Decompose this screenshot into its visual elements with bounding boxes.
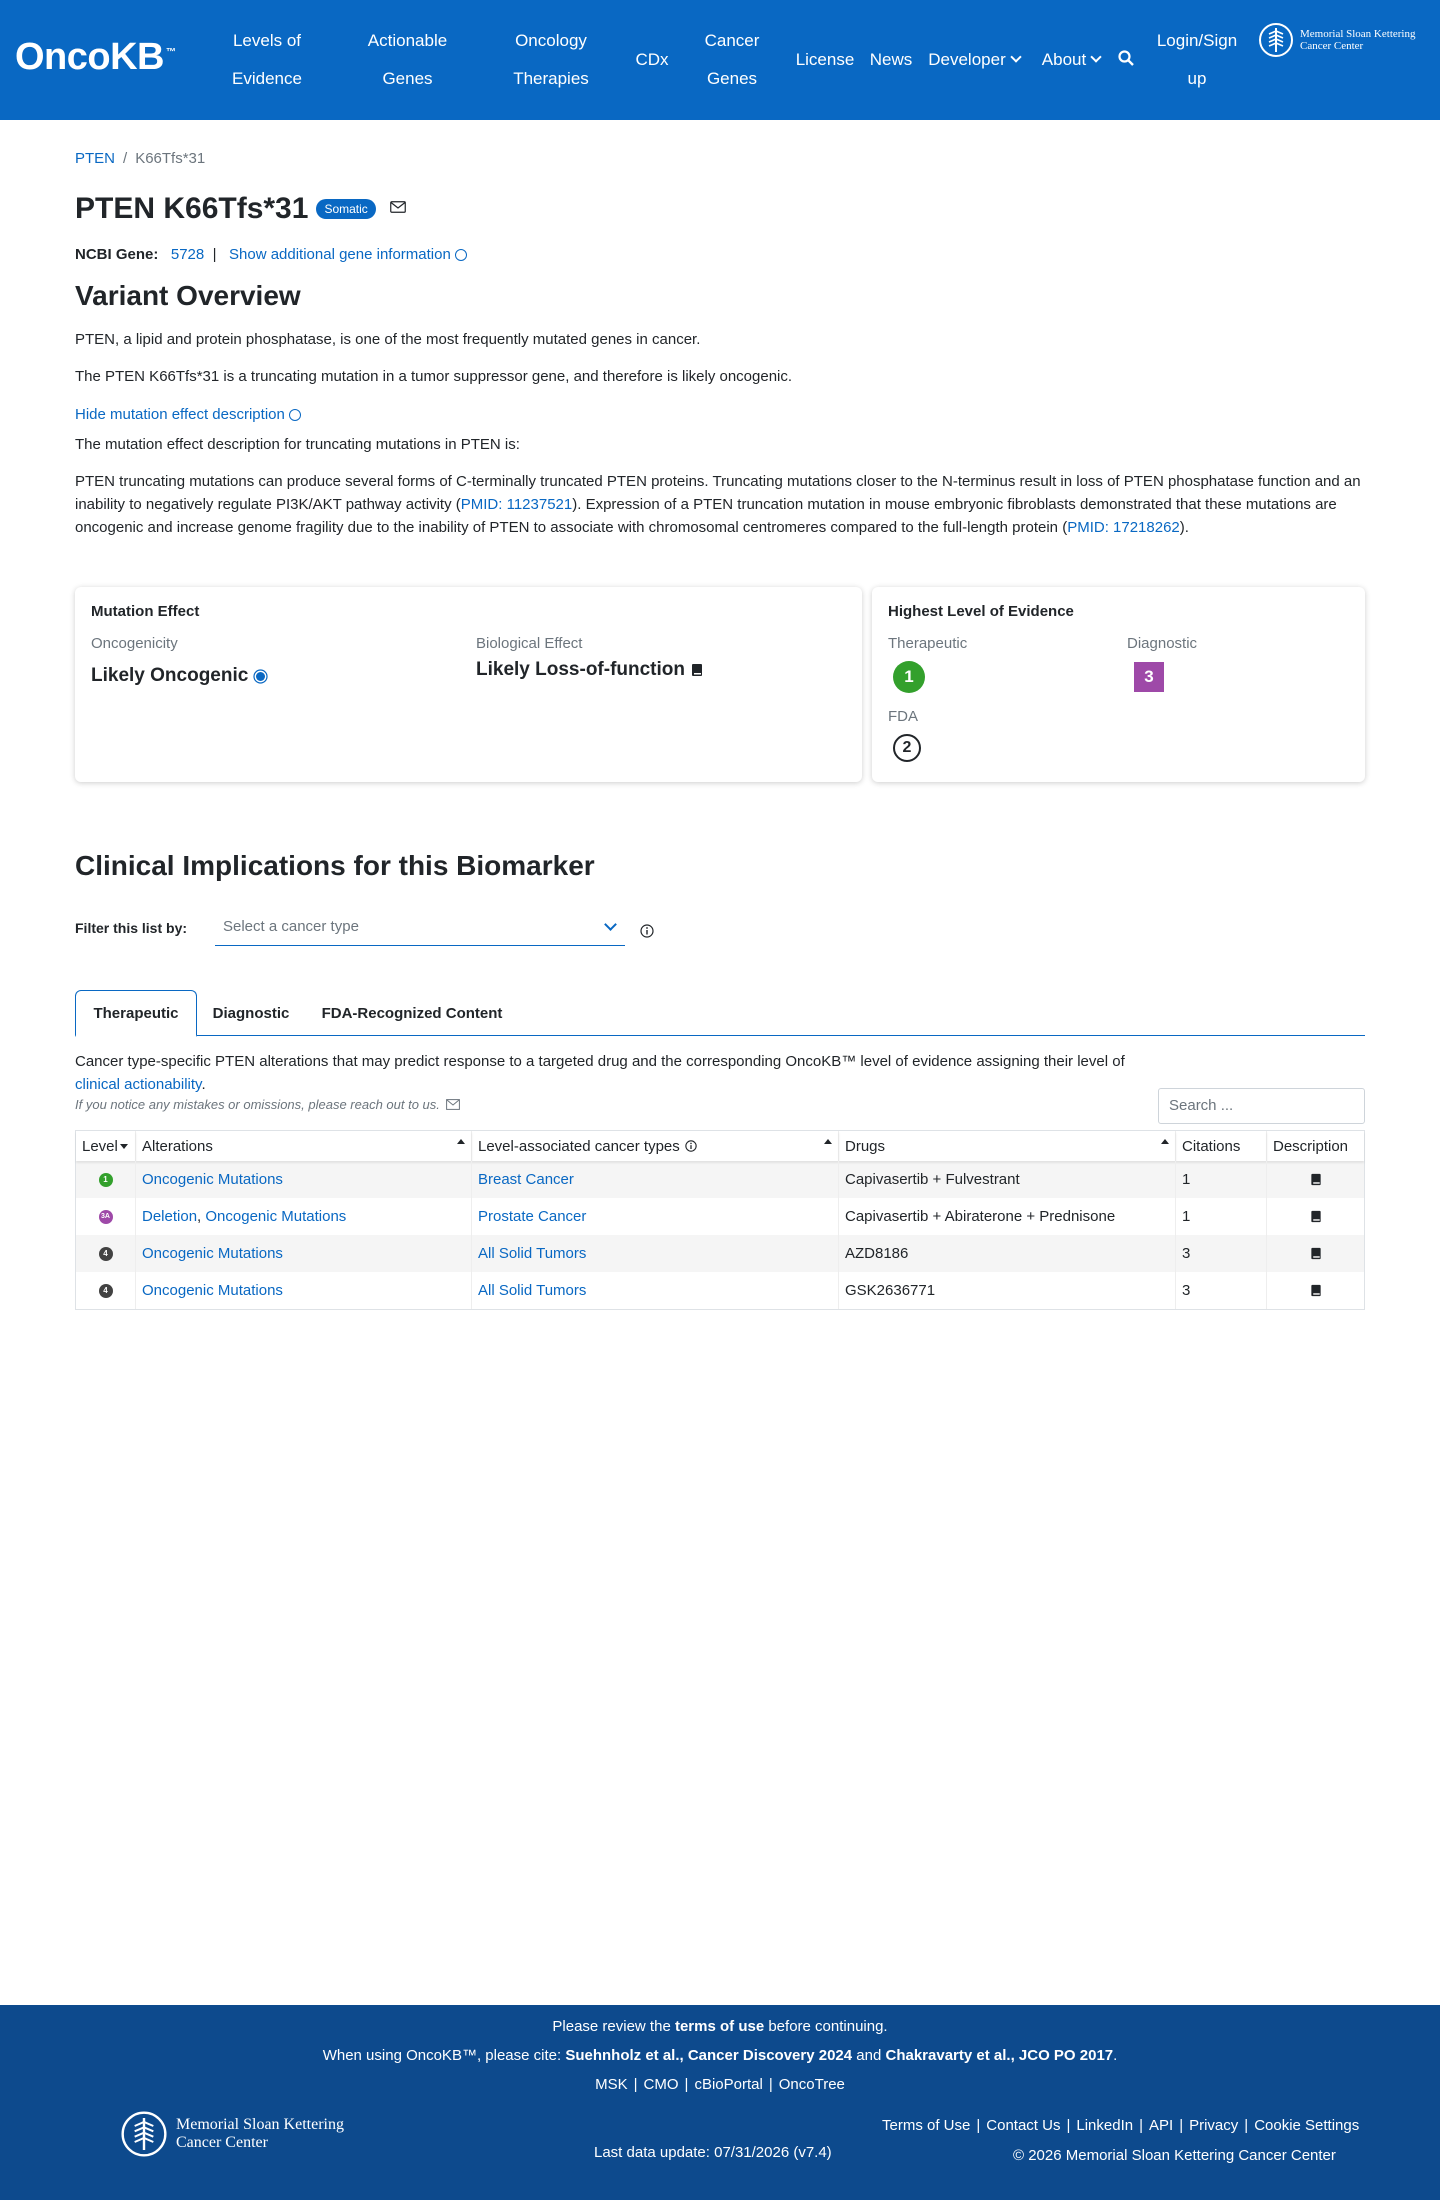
last-data-update: Last data update: 07/31/2026 (v7.4)	[594, 2144, 832, 2161]
alteration-link[interactable]: Oncogenic Mutations	[205, 1208, 347, 1225]
drugs-cell: Capivasertib + Abiraterone + Prednisone	[839, 1198, 1176, 1235]
nav-label: Actionable Genes	[367, 31, 448, 88]
logo-text: OncoKB	[15, 36, 164, 78]
ncbi-gene-link[interactable]: 5728	[170, 246, 205, 263]
description-cell	[1267, 1235, 1364, 1272]
column-header-drugs[interactable]	[839, 1131, 1176, 1161]
cancer-type-cell	[472, 1272, 839, 1309]
tab-fda-recognized-content[interactable]: FDA-Recognized Content	[321, 1004, 503, 1022]
mutation-effect-card	[75, 587, 862, 782]
separator: |	[1066, 2117, 1071, 2134]
msk-name-line2: Cancer Center	[176, 2134, 268, 2151]
level-badge[interactable]: 3A	[99, 1210, 113, 1224]
table-header-row	[76, 1131, 1364, 1161]
select-placeholder: Select a cancer type	[223, 918, 359, 935]
fda-level-badge[interactable]: 2	[893, 734, 921, 762]
nav-label: Developer	[928, 50, 1006, 69]
api-link[interactable]: API	[1149, 2117, 1174, 2134]
clinical-tabs	[75, 990, 1365, 1036]
drugs-cell: AZD8186	[839, 1235, 1176, 1272]
clinical-implications-title: Clinical Implications for this Biomarker	[75, 850, 595, 881]
msk-name-line2: Cancer Center	[1300, 40, 1364, 52]
alteration-link[interactable]: Oncogenic Mutations	[142, 1282, 283, 1299]
msk-name-line1: Memorial Sloan Kettering	[1300, 28, 1416, 40]
cancer-type-cell	[472, 1235, 839, 1272]
alteration-link[interactable]: Oncogenic Mutations	[142, 1245, 283, 1262]
footer-text: and	[852, 2047, 886, 2064]
cookie-settings-link[interactable]: Cookie Settings	[1254, 2117, 1360, 2134]
terms-of-use-link[interactable]: Terms of Use	[882, 2117, 971, 2134]
footer-text: before continuing.	[764, 2018, 888, 2035]
book-icon[interactable]	[1310, 1210, 1322, 1223]
column-header-description	[1267, 1131, 1364, 1161]
nav-label: About	[1041, 50, 1087, 69]
book-icon[interactable]	[1310, 1173, 1322, 1186]
nav-about[interactable]	[1036, 0, 1106, 120]
level-badge[interactable]: 4	[99, 1284, 113, 1298]
mistakes-text: If you notice any mistakes or omissions, please reach out to us.	[75, 1097, 440, 1112]
nav-oncology-therapies[interactable]	[505, 0, 597, 120]
info-icon[interactable]	[640, 924, 654, 938]
nav-cdx[interactable]	[630, 0, 674, 120]
footer-msk-logo[interactable]	[120, 2110, 344, 2158]
ncbi-gene-line	[75, 246, 467, 263]
description-text: .	[201, 1076, 206, 1093]
cancer-type-cell	[472, 1198, 839, 1235]
nav-label: CDx	[635, 50, 669, 69]
sort-up-icon	[824, 1139, 832, 1144]
tab-therapeutic[interactable]: Therapeutic	[75, 990, 197, 1037]
book-icon[interactable]	[691, 663, 703, 677]
info-icon[interactable]	[685, 1140, 697, 1152]
description-cell	[1267, 1198, 1364, 1235]
breadcrumb	[75, 150, 205, 167]
column-header-level[interactable]	[76, 1131, 136, 1161]
description-text: ).	[1179, 519, 1189, 536]
breadcrumb-separator: /	[123, 150, 128, 167]
table-row	[76, 1161, 1364, 1198]
hide-mutation-effect-toggle[interactable]	[75, 403, 1365, 426]
nav-levels-of-evidence[interactable]	[222, 0, 312, 120]
citation-link[interactable]: Chakravarty et al., JCO PO 2017	[885, 2047, 1114, 2064]
citations-cell: 3	[1176, 1235, 1267, 1272]
separator: |	[976, 2117, 981, 2134]
chevron-up-circle-icon	[289, 409, 301, 421]
oncogenicity-text: Likely Oncogenic	[91, 665, 249, 686]
column-header-cancer-types[interactable]	[472, 1131, 839, 1161]
envelope-icon[interactable]	[446, 1099, 460, 1110]
description-text: PTEN truncating mutations can produce several forms of C-terminally truncated PTEN proteins. Truncating mutations closer to the N-terminus result in loss of PTEN phosphatase function and an inability to negatively regulate PI3K/AKT pathway activity (	[75, 473, 1361, 513]
nav-developer[interactable]	[925, 0, 1023, 120]
nav-label: License	[795, 50, 855, 69]
mutation-effect-title: Mutation Effect	[91, 603, 200, 620]
citation-notice	[0, 2047, 1440, 2064]
sort-up-icon	[1161, 1139, 1169, 1144]
nav-cancer-genes[interactable]	[700, 0, 764, 120]
biological-effect-value	[476, 659, 703, 681]
alterations-cell	[136, 1161, 472, 1198]
nav-label: Oncology Therapies	[513, 31, 589, 88]
logo-tm: ™	[166, 47, 176, 59]
terms-of-use-link[interactable]: terms of use	[674, 2018, 765, 2035]
cancer-type-link[interactable]: All Solid Tumors	[478, 1245, 587, 1262]
terms-notice	[0, 2018, 1440, 2035]
therapeutic-table	[75, 1130, 1365, 1310]
variant-overview-title: Variant Overview	[75, 280, 301, 311]
separator: |	[1244, 2117, 1249, 2134]
overview-summary-variant: The PTEN K66Tfs*31 is a truncating mutation in a tumor suppressor gene, and therefore is likely oncogenic.	[75, 368, 793, 385]
pmid-link[interactable]: PMID: 11237521	[460, 496, 573, 513]
separator: |	[212, 246, 217, 263]
nav-license[interactable]	[790, 0, 860, 120]
column-header-alterations[interactable]	[136, 1131, 472, 1161]
filter-label: Filter this list by:	[75, 920, 188, 936]
drugs-cell: Capivasertib + Fulvestrant	[839, 1161, 1176, 1198]
somatic-badge: Somatic	[316, 199, 375, 219]
page-title: PTEN K66Tfs*31	[75, 192, 309, 225]
clinical-actionability-link[interactable]: clinical actionability	[75, 1076, 202, 1093]
oncogenicity-label: Oncogenicity	[91, 635, 178, 652]
citations-cell: 1	[1176, 1198, 1267, 1235]
cancer-type-link[interactable]: Breast Cancer	[478, 1171, 574, 1188]
table-row	[76, 1198, 1364, 1235]
login-signup-link[interactable]	[1148, 0, 1246, 120]
header-label: Level	[82, 1137, 118, 1155]
separator: |	[1179, 2117, 1184, 2134]
alterations-cell	[136, 1198, 472, 1235]
envelope-icon[interactable]	[390, 200, 406, 218]
alterations-cell	[136, 1235, 472, 1272]
footer-text: When using OncoKB™, please cite:	[322, 2047, 566, 2064]
breadcrumb-variant: K66Tfs*31	[135, 150, 206, 167]
nav-label: Cancer Genes	[704, 31, 760, 88]
top-navbar	[0, 0, 1440, 120]
cancer-type-cell	[472, 1161, 839, 1198]
msk-emblem-icon	[120, 2110, 168, 2158]
header-label: Level-associated cancer types	[478, 1137, 680, 1155]
cancer-type-select[interactable]	[215, 912, 625, 946]
highest-level-card	[872, 587, 1365, 782]
diagnostic-level-badge[interactable]: 3	[1134, 662, 1164, 692]
nav-label: Login/Sign up	[1156, 31, 1238, 88]
level-cell	[76, 1161, 136, 1198]
citations-cell: 3	[1176, 1272, 1267, 1309]
diagnostic-label: Diagnostic	[1127, 635, 1198, 652]
book-icon[interactable]	[1310, 1284, 1322, 1297]
level-cell	[76, 1272, 136, 1309]
breadcrumb-gene-link[interactable]: PTEN	[75, 150, 116, 167]
link-label: Show additional gene information	[229, 246, 451, 263]
chevron-down-circle-icon	[455, 249, 467, 261]
mutation-effect-intro: The mutation effect description for truncating mutations in PTEN is:	[75, 436, 520, 453]
msk-name-line1: Memorial Sloan Kettering	[176, 2116, 344, 2133]
header-label: Alterations	[142, 1137, 213, 1155]
description-text: Cancer type-specific PTEN alterations that may predict response to a targeted drug and the corresponding OncoKB™ level of evidence assigning their level of	[75, 1053, 1125, 1070]
table-row	[76, 1272, 1364, 1309]
column-header-citations[interactable]	[1176, 1131, 1267, 1161]
toggle-label[interactable]: Hide mutation effect description	[75, 406, 285, 423]
separator: |	[1139, 2117, 1143, 2134]
therapeutic-label: Therapeutic	[888, 635, 968, 652]
book-icon[interactable]	[1310, 1247, 1322, 1260]
header-label: Drugs	[845, 1137, 886, 1155]
chevron-down-icon	[1010, 51, 1021, 62]
nav-news[interactable]	[866, 0, 916, 120]
privacy-link[interactable]: Privacy	[1189, 2117, 1239, 2134]
footer-links-secondary	[882, 2117, 1359, 2134]
table-search-input[interactable]	[1158, 1088, 1365, 1124]
oncotree-link[interactable]: OncoTree	[778, 2076, 845, 2093]
biological-effect-text: Likely Loss-of-function	[476, 659, 685, 680]
nav-label: News	[869, 50, 913, 69]
level-badge[interactable]: 4	[99, 1247, 113, 1261]
page-title-row	[75, 192, 406, 226]
mistakes-note	[75, 1097, 460, 1112]
msk-logo[interactable]	[1258, 22, 1415, 58]
therapeutic-description	[75, 1050, 1135, 1096]
show-additional-gene-info-link[interactable]	[229, 246, 467, 263]
chevron-down-icon	[604, 918, 617, 931]
pmid-link[interactable]: PMID: 17218262	[1067, 519, 1180, 536]
contact-us-link[interactable]: Contact Us	[986, 2117, 1061, 2134]
sort-up-icon	[457, 1139, 465, 1144]
footer-text: .	[1113, 2047, 1118, 2064]
drugs-cell: GSK2636771	[839, 1272, 1176, 1309]
linkedin-link[interactable]: LinkedIn	[1076, 2117, 1134, 2134]
search-icon[interactable]	[1118, 50, 1138, 70]
citations-cell: 1	[1176, 1161, 1267, 1198]
fda-label: FDA	[888, 708, 918, 725]
sort-down-icon	[120, 1144, 128, 1149]
alteration-link[interactable]: Oncogenic Mutations	[142, 1171, 283, 1188]
separator: |	[684, 2076, 689, 2093]
separator: |	[768, 2076, 773, 2093]
alteration-separator: ,	[197, 1208, 206, 1225]
search-placeholder: Search ...	[1169, 1097, 1234, 1114]
ncbi-gene-label: NCBI Gene:	[75, 246, 159, 263]
oncokb-logo[interactable]	[15, 36, 176, 79]
oncogenicity-value	[91, 665, 268, 687]
citation-link[interactable]: Suehnholz et al., Cancer Discovery 2024	[565, 2047, 853, 2064]
header-label: Citations	[1182, 1137, 1241, 1155]
description-cell	[1267, 1161, 1364, 1198]
table-row	[76, 1235, 1364, 1272]
description-cell	[1267, 1272, 1364, 1309]
likely-oncogenic-icon	[253, 669, 268, 684]
level-badge[interactable]: 1	[99, 1173, 113, 1187]
nav-label: Levels of Evidence	[232, 31, 302, 88]
msk-link[interactable]: MSK	[595, 2076, 628, 2093]
biological-effect-label: Biological Effect	[476, 635, 583, 652]
nav-actionable-genes[interactable]	[355, 0, 460, 120]
footer-links-primary	[0, 2076, 1440, 2093]
level-cell	[76, 1198, 136, 1235]
cmo-link[interactable]: CMO	[643, 2076, 679, 2093]
mutation-effect-description	[75, 470, 1365, 539]
footer-text: Please review the	[552, 2018, 675, 2035]
highest-level-title: Highest Level of Evidence	[888, 603, 1074, 620]
separator: |	[633, 2076, 638, 2093]
alterations-cell	[136, 1272, 472, 1309]
copyright: © 2026 Memorial Sloan Kettering Cancer Center	[1013, 2147, 1336, 2164]
header-label: Description	[1273, 1137, 1349, 1155]
cancer-type-link[interactable]: All Solid Tumors	[478, 1282, 587, 1299]
msk-emblem-icon	[1258, 22, 1294, 58]
cancer-type-link[interactable]: Prostate Cancer	[478, 1208, 587, 1225]
level-cell	[76, 1235, 136, 1272]
overview-summary-gene: PTEN, a lipid and protein phosphatase, is one of the most frequently mutated genes in cancer.	[75, 331, 701, 348]
tab-diagnostic[interactable]: Diagnostic	[212, 1004, 290, 1022]
therapeutic-level-badge[interactable]: 1	[893, 661, 925, 693]
cbioportal-link[interactable]: cBioPortal	[694, 2076, 763, 2093]
chevron-down-icon	[1091, 51, 1102, 62]
description-text: ). Expression of a PTEN truncation mutation in mouse embryonic fibroblasts demonstrated that these mutations are oncogenic and increase genome fragility due to the inability of PTEN to associate with chromosomal centromeres compared to the full-length protein (	[75, 496, 1337, 536]
page-footer	[0, 2005, 1440, 2200]
alteration-link[interactable]: Deletion	[142, 1208, 198, 1225]
